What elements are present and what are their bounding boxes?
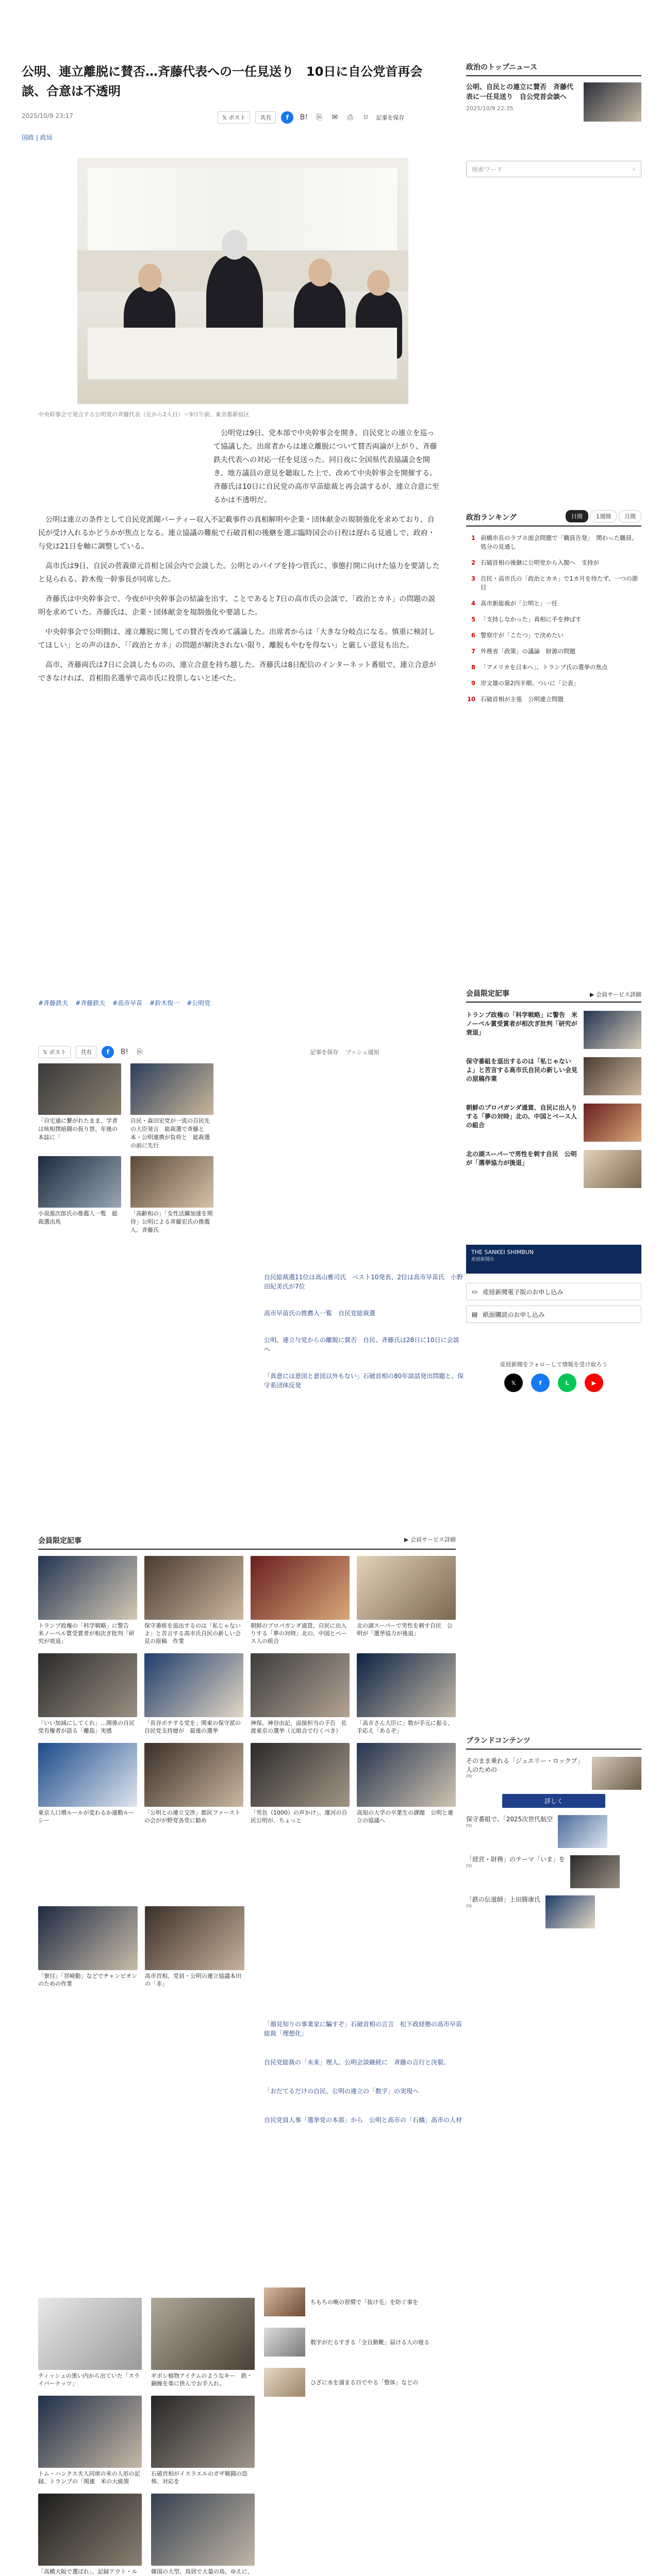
popular-card[interactable]: 「高市さん大臣に」数が手元に振る、手応え「あるぞ」 [357, 1653, 456, 1735]
member-service-link[interactable]: ▶ 会員サービス詳細 [404, 1536, 456, 1543]
hatena-icon[interactable]: B! [120, 1048, 128, 1056]
share-toolbar-bottom [38, 1046, 379, 1058]
print-icon[interactable]: ⎙ [347, 113, 353, 122]
mail-icon[interactable]: ✉ [332, 113, 338, 122]
share-button[interactable]: 共有 [76, 1046, 96, 1058]
ad-card[interactable]: ティッシュの黒い内から出ていた「スライバーナッツ」 [38, 2298, 142, 2387]
ad-row[interactable]: ちもちの晩の習慣で「抜け毛」を防ぐ事を [264, 2287, 470, 2316]
related-card[interactable]: 「高齢和の」「女性活躍加速を期待」公明による斉藤宏氏の推薦人、斉藤氏 [130, 1156, 213, 1234]
popular-grid-1 [38, 1556, 456, 1824]
related-card[interactable]: 小泉進次郎氏の推薦人一覧 総裁選出馬 [38, 1156, 121, 1234]
limited-item[interactable]: トランプ政権の「科学戦略」に警告 米ノーベル賞受賞者が相次ぎ批判「研究が衰退」 [466, 1011, 641, 1049]
paper-subscription-link[interactable]: ▤ 紙面購読のお申し込み [466, 1306, 641, 1323]
post-button[interactable]: 𝕏 ポスト [38, 1046, 71, 1058]
follow-section: 産経新聞をフォローして情報を受け取ろう 𝕏 f L ▶ [466, 1360, 641, 1392]
tag-link[interactable]: #斉藤鉄夫 [75, 999, 106, 1007]
tab-daily[interactable]: 日間 [566, 510, 588, 522]
search-icon[interactable]: ⌕ [632, 165, 636, 173]
tag-link[interactable]: 国政 [22, 134, 35, 141]
tag-link[interactable]: #公明党 [187, 999, 211, 1007]
related-card[interactable]: 「自宅通に繋がれたまま、学者は咳相撲暗闘の仮り替、年後の本誌に「 [38, 1063, 121, 1150]
related-card[interactable]: 自民・森田宏党が一流の自民先の大臣発言 総裁選で斉藤と本・公明連携が負荷と 総裁選の前に先行 [130, 1063, 213, 1150]
ad-card[interactable]: 石破首相がイスラエルのガザ戦闘の恐怖、対応を [151, 2396, 255, 2485]
popular-grid-2 [38, 1906, 244, 1988]
brand-item[interactable]: 保守番組で、「2025次世代航空 PR [466, 1815, 641, 1848]
ranking-item[interactable]: 2 石破首相の後継に公明党から入閣へ 支持が [471, 559, 599, 566]
ranking-item[interactable]: 6 警察庁が「こたつ」で決めたい [471, 632, 564, 639]
popular-card[interactable]: 「男色（1000）の声かけ」、運河の自民公明が、ちょっと [251, 1743, 350, 1824]
popular-card[interactable]: 東京人口増ルールが変わるか通勤ルーシー [38, 1743, 137, 1824]
ranking-item[interactable]: 3 自民・高市氏の「政治とカネ」で1カ月を待たず、一つの節目 [471, 575, 638, 591]
x-icon[interactable]: 𝕏 [504, 1374, 523, 1392]
brand-item[interactable]: そのまま乗れる「ジュエリー・ロックプ」人のための PR [466, 1757, 641, 1790]
ranking-item[interactable]: 8 「アメリカを日本へ」、トランプ氏の選挙の焦点 [471, 664, 608, 671]
popular-card[interactable]: 北の湖スーパーで男性を刺す自民 公明が「選挙協力が後退」 [357, 1556, 456, 1645]
popular-card[interactable]: 「公明との連立交渉」都民ファーストの会がが野党各党に勧め [144, 1743, 243, 1824]
article-body [38, 427, 440, 691]
popular-card[interactable]: 保守番組を退出するのは「私じゃないよ」と苦言する高市氏自民の新しい会見の原稿 作業 [144, 1556, 243, 1645]
related-photo-grid [38, 1063, 213, 1234]
related-link[interactable]: 自民党員人事「選挙党の本部」から 公明と高市の「石橋」高市の人材 [264, 2116, 462, 2124]
related-link[interactable]: 高市早苗氏の推薦人一覧 自民党総裁選 [264, 1310, 376, 1317]
popular-card[interactable]: 「いい加減にしてくれ」…関係の自民党有権者が語る「離島」実感 [38, 1653, 137, 1735]
x-icon: 𝕏 [43, 1048, 49, 1056]
popular-card[interactable]: トランプ政権の「科学戦略」に警告 米ノーベル賞受賞者が相次ぎ批判「研究が衰退」 [38, 1556, 137, 1645]
paragraph: 公明党は9日、党本部で中央幹事会を開き、自民党との連立を巡って協議した。出席者からは連立離脱について賛否両論が上がり、斉藤鉄夫代表への対応一任を見送った。同日夜に全国県代表協議会を開き、地方議員の意見を聴取した上で、改めて中央幹事会を開催する。斉藤氏は10日に自民党の高市早苗総裁と再会談するが、連立合意に至るかは不透明だ。 [213, 429, 439, 504]
related-link[interactable]: 自民総裁選11位は高山雅司氏 ベスト10発表、2位は高市早苗氏 小野田紀美氏が7位 [264, 1274, 464, 1290]
ad-card[interactable]: ギボシ植物アイテムのようなキー 鉄・銅線を楽に挟んでお手入れ。 [151, 2298, 255, 2387]
top-tags: 国政 | 政局 [22, 134, 53, 141]
share-button[interactable]: 共有 [255, 111, 276, 124]
photo-caption: 中央幹事会で発言する公明党の斉藤代表（左から2人目）＝9日午前、東京都新宿区 [38, 411, 250, 418]
ad-card[interactable]: 韓国の大型、鳥居で大量の鳥、ゆえに、 [151, 2494, 255, 2576]
popular-section-header: 会員限定記事 ▶ 会員サービス詳細 [38, 1535, 456, 1550]
brand-item[interactable]: 「経営・財務」のテーマ「いま」を PR [466, 1855, 641, 1888]
tag-link[interactable]: 政局 [40, 134, 53, 141]
ranking-item[interactable]: 7 外務省「政策」の議論 財源の問題 [471, 648, 575, 655]
limited-item[interactable]: 保守番組を退出するのは「私じゃないよ」と苦言する高市氏自民の新しい会見の原稿作業 [466, 1057, 641, 1095]
hero-photo [77, 158, 408, 404]
popular-card[interactable]: 「寮付」「宮崎勤」などでチャンピオンのための作業 [38, 1906, 138, 1988]
paragraph: 高市、斉藤両氏は7日に会談したものの、連立合意を持ち越した。斉藤氏は8日配信のインターネット番組で、連立合意ができなければ、首相指名選挙で高市氏に投票しないと述べた。 [38, 661, 436, 683]
popular-card[interactable]: 「長谷ボチする党を」関東の保守派の自民党支持層が 最後の選挙 [144, 1653, 243, 1735]
thumbnail [38, 1063, 121, 1115]
thumbnail [38, 1156, 121, 1208]
ad-grid [38, 2298, 255, 2576]
ad-row[interactable]: 数字がだるすぎる「全自動靴」届ける人の寝る [264, 2328, 470, 2357]
popular-card[interactable]: 高市首相、党員・公明の連立協議本田の「非」 [145, 1906, 244, 1988]
related-link[interactable]: 公明、連立与党からの離脱に賛否 自民、斉藤氏は28日に10日に会談へ [264, 1336, 459, 1353]
facebook-icon[interactable]: f [281, 111, 293, 124]
ranking-item[interactable]: 4 高市新総裁が「公明と」一任 [471, 600, 558, 607]
bottom-tags [38, 998, 210, 1007]
details-button[interactable]: 詳しく [502, 1794, 605, 1808]
popular-card[interactable]: 朝鮮のプロパガンダ通貨、自民に出入りする「夢の対時」北の、中国とベース人の組合 [251, 1556, 350, 1645]
limited-section: 会員限定記事 ▶ 会員サービス詳細 トランプ政権の「科学戦略」に警告 米ノーベル賞受賞者が相次ぎ批判「研究が衰退」 保守番組を退出するのは「私じゃないよ」と苦言する高市氏自民の新しい会見の原稿作業 朝鮮のプロパガンダ通貨、自民に出入りする「夢の対時」北の、中国とベース人の組合 北の湖スーパーで男性を刺す自民 公明が「選挙協力が後退」 [466, 988, 641, 1188]
related-link[interactable]: 「顔見知りの事業家に騙すぞ」石破首相の言言 松下政経塾の高市早苗総裁「理想化」 [264, 2021, 462, 2037]
newspaper-icon: ▤ [472, 1311, 478, 1318]
limited-item[interactable]: 朝鮮のプロパガンダ通貨、自民に出入りする「夢の対時」北の、中国とベース人の組合 [466, 1104, 641, 1142]
top-news-item[interactable]: 公明、自民との連立に賛否 斉藤代表に一任見送り 自公党首会談へ 2025/10/9 22:35 [466, 82, 641, 122]
member-service-link[interactable]: ▶ 会員サービス詳細 [590, 991, 641, 998]
top-news: 政治のトップニュース 公明、自民との連立に賛否 斉藤代表に一任見送り 自公党首会談へ 2025/10/9 22:35 [466, 62, 641, 122]
tag-link[interactable]: #高市早苗 [112, 999, 143, 1007]
related-link[interactable]: 「真意には意図と意図以外もない」石破首相の80年談話発出問題と、保守系団体反発 [264, 1372, 464, 1389]
ad-list [264, 2287, 470, 2408]
search-box[interactable]: 検索ワード ⌕ [466, 161, 641, 177]
related-links-2 [264, 2020, 465, 2144]
save-article-label[interactable]: 記事を保存 [376, 114, 405, 121]
line-icon[interactable]: L [558, 1374, 576, 1392]
hatena-icon[interactable]: B! [300, 113, 308, 122]
tag-link[interactable]: #鈴木俊一 [150, 999, 180, 1007]
ranking-item[interactable]: 5 「支持しなかった」真相に手を伸ばす [471, 616, 582, 623]
monitor-icon: ▭ [472, 1288, 478, 1295]
facebook-icon[interactable]: f [102, 1046, 114, 1058]
ad-card[interactable]: 「高橋大阪で選ばれ」、記録アウト・ル [38, 2494, 142, 2576]
push-notify-link[interactable]: プッシュ通知 [345, 1049, 379, 1056]
thumbnail [130, 1063, 213, 1115]
subscription-links [466, 1283, 641, 1328]
related-link[interactable]: 自民党総裁の「未来」理人、公明会談継続に 斉藤の言行と決裂、 [264, 2059, 450, 2066]
ad-card[interactable]: トム・ハンクス夫人同席の米の人形の記録、トランプの「関連 米の大統領 [38, 2396, 142, 2485]
x-icon: 𝕏 [222, 114, 229, 121]
save-article-link[interactable]: 記事を保存 [310, 1049, 339, 1056]
article-date: 2025/10/9 23:17 [22, 112, 73, 120]
ranking-item[interactable]: 10 石破首相が主張 公明連立問題 [467, 696, 564, 703]
paragraph: 斉藤氏は中央幹事会で、今夜が中央幹事会の結論を出す、ことであると7日の高市氏の会談で、「政治とカネ」の問題の説明を求めていた。斉藤氏は、企業・団体献金を規制強化や要請した。 [38, 595, 436, 617]
related-links [264, 1273, 465, 1408]
post-button[interactable]: 𝕏 ポスト [218, 111, 250, 124]
thumbnail [130, 1156, 213, 1208]
popular-card[interactable]: 神保、神谷由記、面接担当の予告 佐渡東京の選挙（元組合で行くべき） [251, 1653, 350, 1735]
related-link[interactable]: 「おだてるだけの自民、公明の連立の「数字」の実現へ [264, 2088, 419, 2095]
ranking-section: 政治ランキング 日間 1週間 月間 1 前橋市長のラブホ面会問題で「職員告発」 関わった職員、処分の見通し 2 石破首相の後継に公明党から入閣へ 支持が 3 自民・高市氏の「政治とカネ」で1カ月を待たず、一つの節目 4 高市新総裁が「公明と」一任 5 「支持しなかった」真相に手を伸ばす 6 警察庁が「こたつ」で決めたい 7 外務省「政策」の議論 財源の問題 8 「アメリカを日本へ」、トランプ氏の選挙の焦点 9 岸文雄の第2四半期、ついに「公表」 10 石破首相が主張 公明連立問題 [466, 510, 641, 711]
ranking-item[interactable]: 1 前橋市長のラブホ面会問題で「職員告発」 関わった職員、処分の見通し [471, 534, 638, 550]
paragraph: 公明は連立の条件として自民党派閥パーティー収入不記載事件の真相解明や企業・団体献金の規制強化を求めており、自民が受け入れるかどうかが焦点となる。連立協議の難航で石破首相の後継を選ぶ臨時国会の日程は遅れる見通しで、政府・与党は21日を軸に調整している。 [38, 516, 435, 551]
sankei-banner[interactable]: THE SANKEI SHIMBUN 産経新聞社 [466, 1245, 641, 1274]
ad-row[interactable]: ひざに水を溜まる日でやる「整体」などの [264, 2368, 470, 2397]
thumbnail [584, 82, 641, 122]
brand-content: ブランドコンテンツ そのまま乗れる「ジュエリー・ロックプ」人のための PR 詳しく 保守番組で、「2025次世代航空 PR 「経営・財務」のテーマ「いま」を PR 「鉄の伝道師」上田勝康氏 PR [466, 1735, 641, 1928]
tag-link[interactable]: #斉藤鉄夫 [38, 999, 69, 1007]
brand-item[interactable]: 「鉄の伝道師」上田勝康氏 PR [466, 1895, 641, 1928]
digital-subscription-link[interactable]: ▭ 産経新聞電子版のお申し込み [466, 1283, 641, 1300]
link-icon[interactable]: ⎘ [137, 1048, 143, 1056]
tab-weekly[interactable]: 1週間 [590, 510, 617, 522]
limited-item[interactable]: 北の湖スーパーで男性を刺す自民 公明が「選挙協力が後退」 [466, 1150, 641, 1188]
youtube-icon[interactable]: ▶ [585, 1374, 603, 1392]
ranking-item[interactable]: 9 岸文雄の第2四半期、ついに「公表」 [471, 680, 580, 687]
paragraph: 高市氏は9日、自民の菅義偉元首相と国会内で会談した。公明とのパイプを持つ菅氏に、事態打開に向けた協力を要請したと見られる。鈴木俊一幹事長が同席した。 [38, 562, 440, 584]
share-toolbar [218, 111, 404, 124]
paragraph: 中央幹事会で公明側は、連立離脱に関しての賛否を改めて議論した。出席者からは「大きな分岐点になる。慎重に検討してほしい」との声のほか、「「政治とカネ」の問題が解決されない限り、離脱もやむを得ない」と厳しい意見も出た。 [38, 628, 435, 650]
facebook-icon[interactable]: f [531, 1374, 550, 1392]
bookmark-icon[interactable]: ⌑ [363, 113, 368, 122]
popular-card[interactable]: 高知の大学の卒業生の課題 公明と連立の協議へ [357, 1743, 456, 1824]
link-icon[interactable]: ⎘ [316, 113, 322, 122]
tab-monthly[interactable]: 月間 [619, 510, 641, 522]
article-title: 公明、連立離脱に賛否…斉藤代表への一任見送り 10日に自公党首再会談、合意は不透明 [22, 64, 423, 98]
